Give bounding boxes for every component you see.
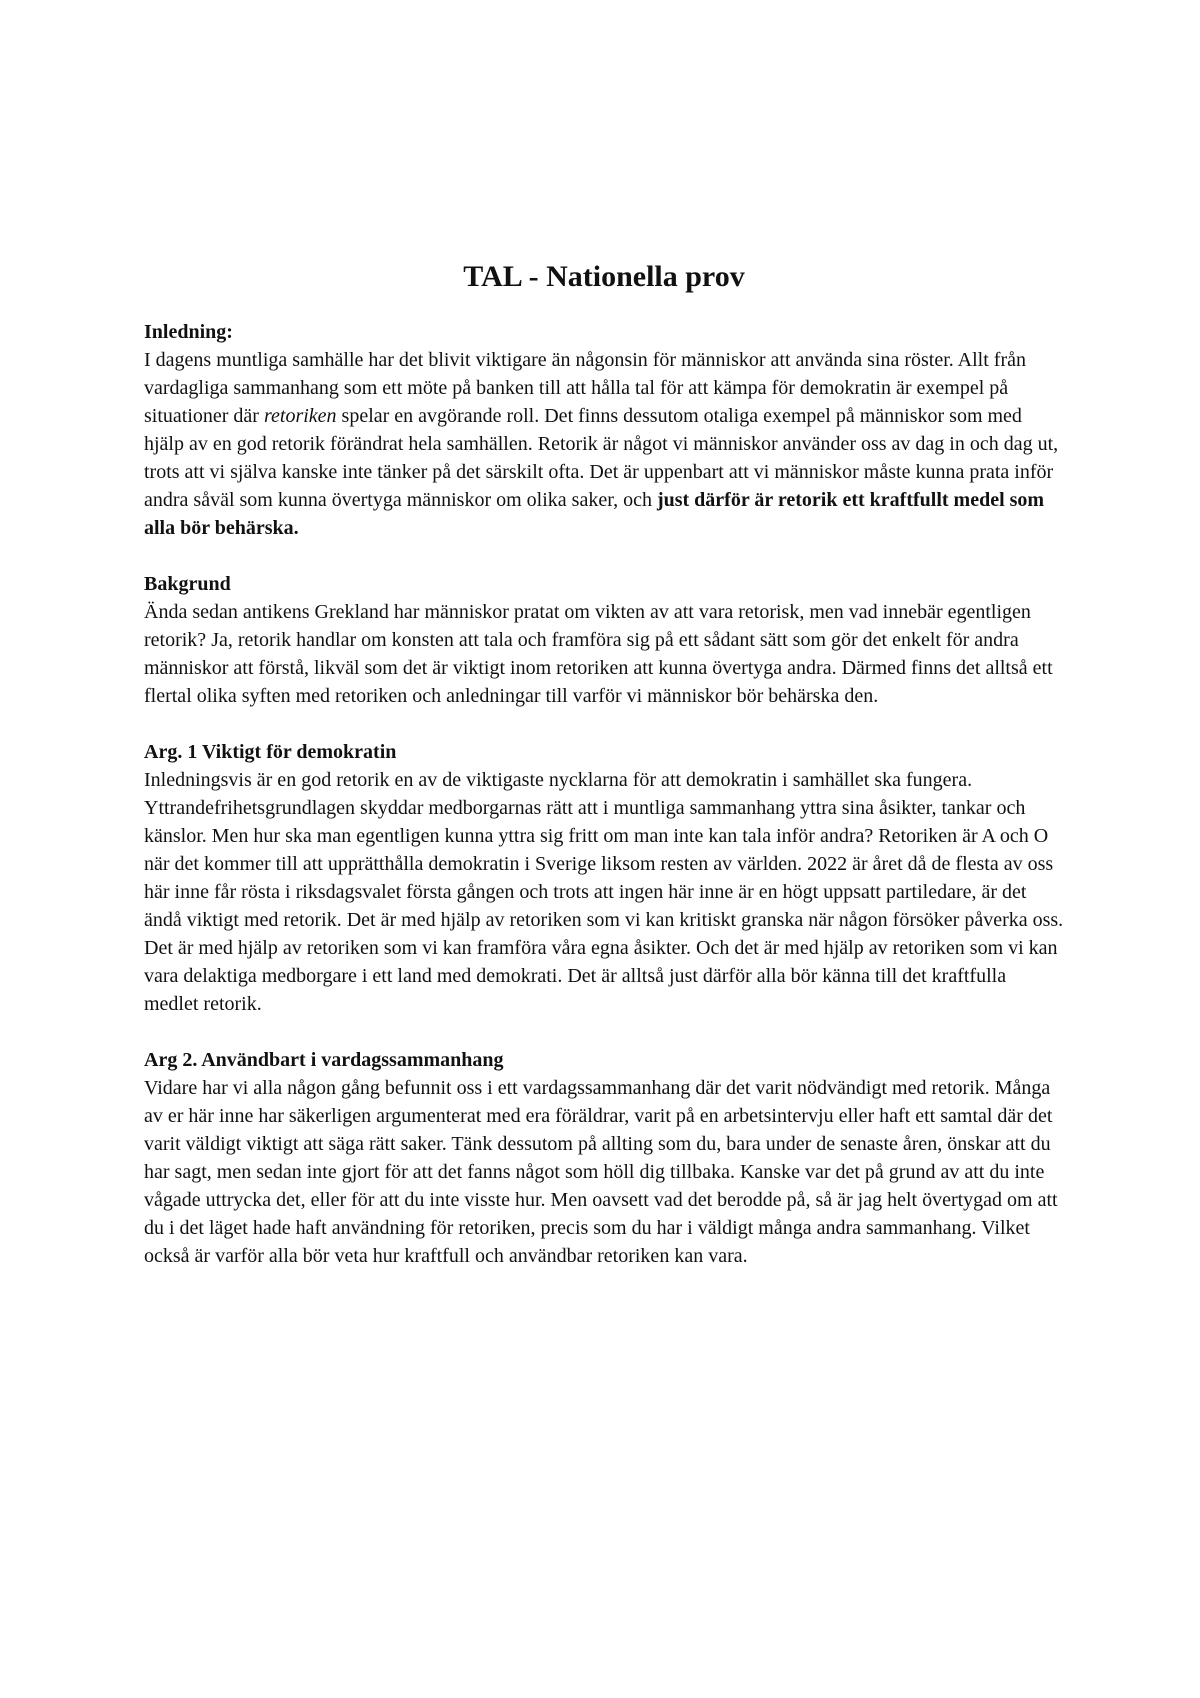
intro-thesis-statement: just därför är retorik ett kraftfullt medel som alla bör behärska.	[144, 489, 1045, 539]
section-heading-argument-2: Arg 2. Användbart i vardagssammanhang	[144, 1049, 504, 1071]
intro-text-part-1: I dagens muntliga samhälle har det blivit viktigare än någonsin för människor att använda sina röster. Allt från vardagliga sammanhang som ett möte på banken till att hålla tal för att kämpa för demokratin är exempel på situationer där	[144, 349, 1026, 427]
section-background	[144, 570, 1064, 710]
section-heading-argument-1: Arg. 1 Viktigt för demokratin	[144, 741, 397, 763]
section-argument-2	[144, 1046, 1064, 1270]
section-body-argument-1: Inledningsvis är en god retorik en av de viktigaste nycklarna för att demokratin i samhället ska fungera. Yttrandefrihetsgrundlagen skyddar medborgarnas rätt att i muntliga sammanhang yttra sina åsikter, tankar och känslor. Men hur ska man egentligen kunna yttra sig fritt om man inte kan tala inför andra? Retoriken är A och O när det kommer till att upprätthålla demokratin i Sverige liksom resten av världen. 2022 är året då de flesta av oss här inne får rösta i riksdagsvalet första gången och trots att ingen här inne är en högt uppsatt partiledare, är det ändå viktigt med retorik. Det är med hjälp av retoriken som vi kan kritiskt granska när någon försöker påverka oss. Det är med hjälp av retoriken som vi kan framföra våra egna åsikter. Och det är med hjälp av retoriken som vi kan vara delaktiga medborgare i ett land med demokrati. Det är alltså just därför alla bör känna till det kraftfulla medlet retorik.	[144, 769, 1064, 1015]
document-page	[144, 258, 1064, 1298]
section-body-introduction	[144, 346, 1064, 542]
section-introduction	[144, 318, 1064, 542]
intro-text-part-2: spelar en avgörande roll. Det finns dessutom otaliga exempel på människor som med hjälp av en god retorik förändrat hela samhällen. Retorik är något vi människor använder oss av dag in och dag ut, trots att vi själva kanske inte tänker på det särskilt ofta. Det är uppenbart att vi människor måste kunna prata inför andra såväl som kunna övertyga människor om olika saker, och	[144, 405, 1059, 511]
section-argument-1	[144, 738, 1064, 1018]
section-body-background: Ända sedan antikens Grekland har människor pratat om vikten av att vara retorisk, men vad innebär egentligen retorik? Ja, retorik handlar om konsten att tala och framföra sig på ett sådant sätt som gör det enkelt för andra människor att förstå, likväl som det är viktigt inom retoriken att kunna övertyga andra. Därmed finns det alltså ett flertal olika syften med retoriken och anledningar till varför vi människor bör behärska den.	[144, 601, 1053, 707]
section-heading-introduction: Inledning:	[144, 321, 233, 343]
intro-emphasis-retoriken: retoriken	[263, 405, 337, 427]
section-body-argument-2: Vidare har vi alla någon gång befunnit oss i ett vardagssammanhang där det varit nödvändigt med retorik. Många av er här inne har säkerligen argumenterat med era föräldrar, varit på en arbetsintervju eller haft ett samtal där det varit väldigt viktigt att säga rätt saker. Tänk dessutom på allting som du, bara under de senaste åren, önskar att du har sagt, men sedan inte gjort för att det fanns något som höll dig tillbaka. Kanske var det på grund av att du inte vågade uttrycka det, eller för att du inte visste hur. Men oavsett vad det berodde på, så är jag helt övertygad om att du i det läget hade haft användning för retoriken, precis som du har i väldigt många andra sammanhang. Vilket också är varför alla bör veta hur kraftfull och användbar retoriken kan vara.	[144, 1077, 1058, 1267]
section-heading-background: Bakgrund	[144, 573, 231, 595]
document-title: TAL - Nationella prov	[463, 260, 745, 293]
